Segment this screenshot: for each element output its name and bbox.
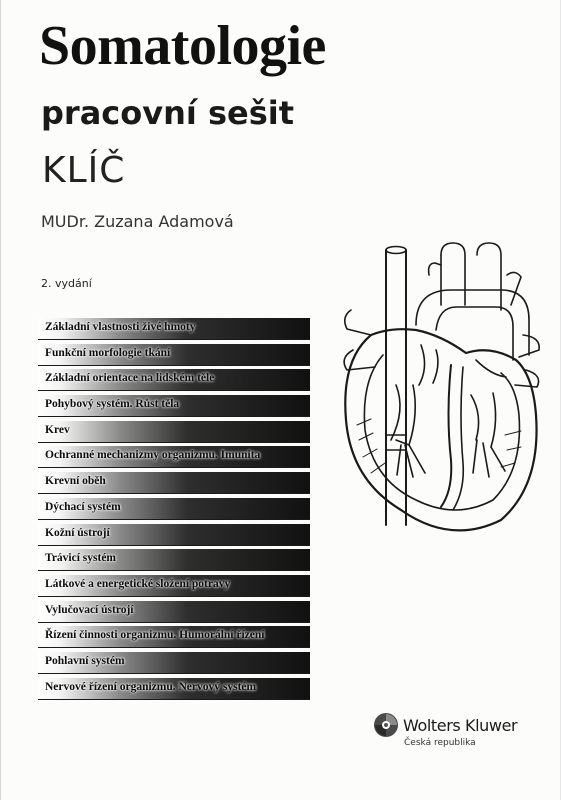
chapter-label: Základní orientace na lidském těle xyxy=(45,372,215,385)
chapter-item xyxy=(38,395,310,417)
chapter-item xyxy=(38,344,310,366)
chapter-item xyxy=(38,318,310,340)
chapter-list xyxy=(38,318,310,703)
chapter-item xyxy=(38,421,310,443)
chapter-label: Trávicí systém xyxy=(45,552,117,565)
chapter-label: Kožní ústrojí xyxy=(45,526,110,539)
chapter-item xyxy=(38,472,310,494)
book-title: Somatologie xyxy=(39,15,326,77)
author-name: MUDr. Zuzana Adamová xyxy=(41,212,234,231)
chapter-item xyxy=(38,652,310,674)
publisher-name: Wolters Kluwer xyxy=(403,716,518,735)
chapter-label: Krevní oběh xyxy=(45,475,106,488)
wolters-kluwer-logo-icon xyxy=(373,712,399,738)
chapter-label: Základní vlastnosti živé hmoty xyxy=(45,321,196,333)
chapter-item xyxy=(38,498,310,520)
chapter-item xyxy=(38,446,310,468)
chapter-label: Vylučovací ústrojí xyxy=(45,603,134,616)
chapter-label: Pohybový systém. Růst těla xyxy=(45,398,180,411)
chapter-label: Ochranné mechanizmy organizmu. Imunita xyxy=(45,449,261,462)
chapter-item xyxy=(38,601,310,623)
chapter-item xyxy=(38,369,310,391)
chapter-label: Nervové řízení organizmu. Nervový systém xyxy=(45,680,257,693)
chapter-label: Pohlavní systém xyxy=(45,654,125,667)
chapter-label: Krev xyxy=(45,423,70,436)
chapter-label: Látkové a energetické složení potravy xyxy=(45,577,231,590)
key-label: KLÍČ xyxy=(42,150,126,191)
edition-label: 2. vydání xyxy=(41,277,92,290)
chapter-label: Funkční morfologie tkání xyxy=(45,346,171,359)
chapter-label: Řízení činnosti organizmu. Humorální řízení xyxy=(45,629,265,642)
book-subtitle: pracovní sešit xyxy=(41,94,295,132)
chapter-item xyxy=(38,678,310,700)
chapter-item xyxy=(38,626,310,648)
chapter-label: Dýchací systém xyxy=(45,500,121,513)
chapter-item xyxy=(38,575,310,597)
chapter-item xyxy=(38,524,310,546)
publisher-subtitle: Česká republika xyxy=(404,738,476,748)
chapter-item xyxy=(38,549,310,571)
heart-anatomy-icon xyxy=(301,235,546,565)
